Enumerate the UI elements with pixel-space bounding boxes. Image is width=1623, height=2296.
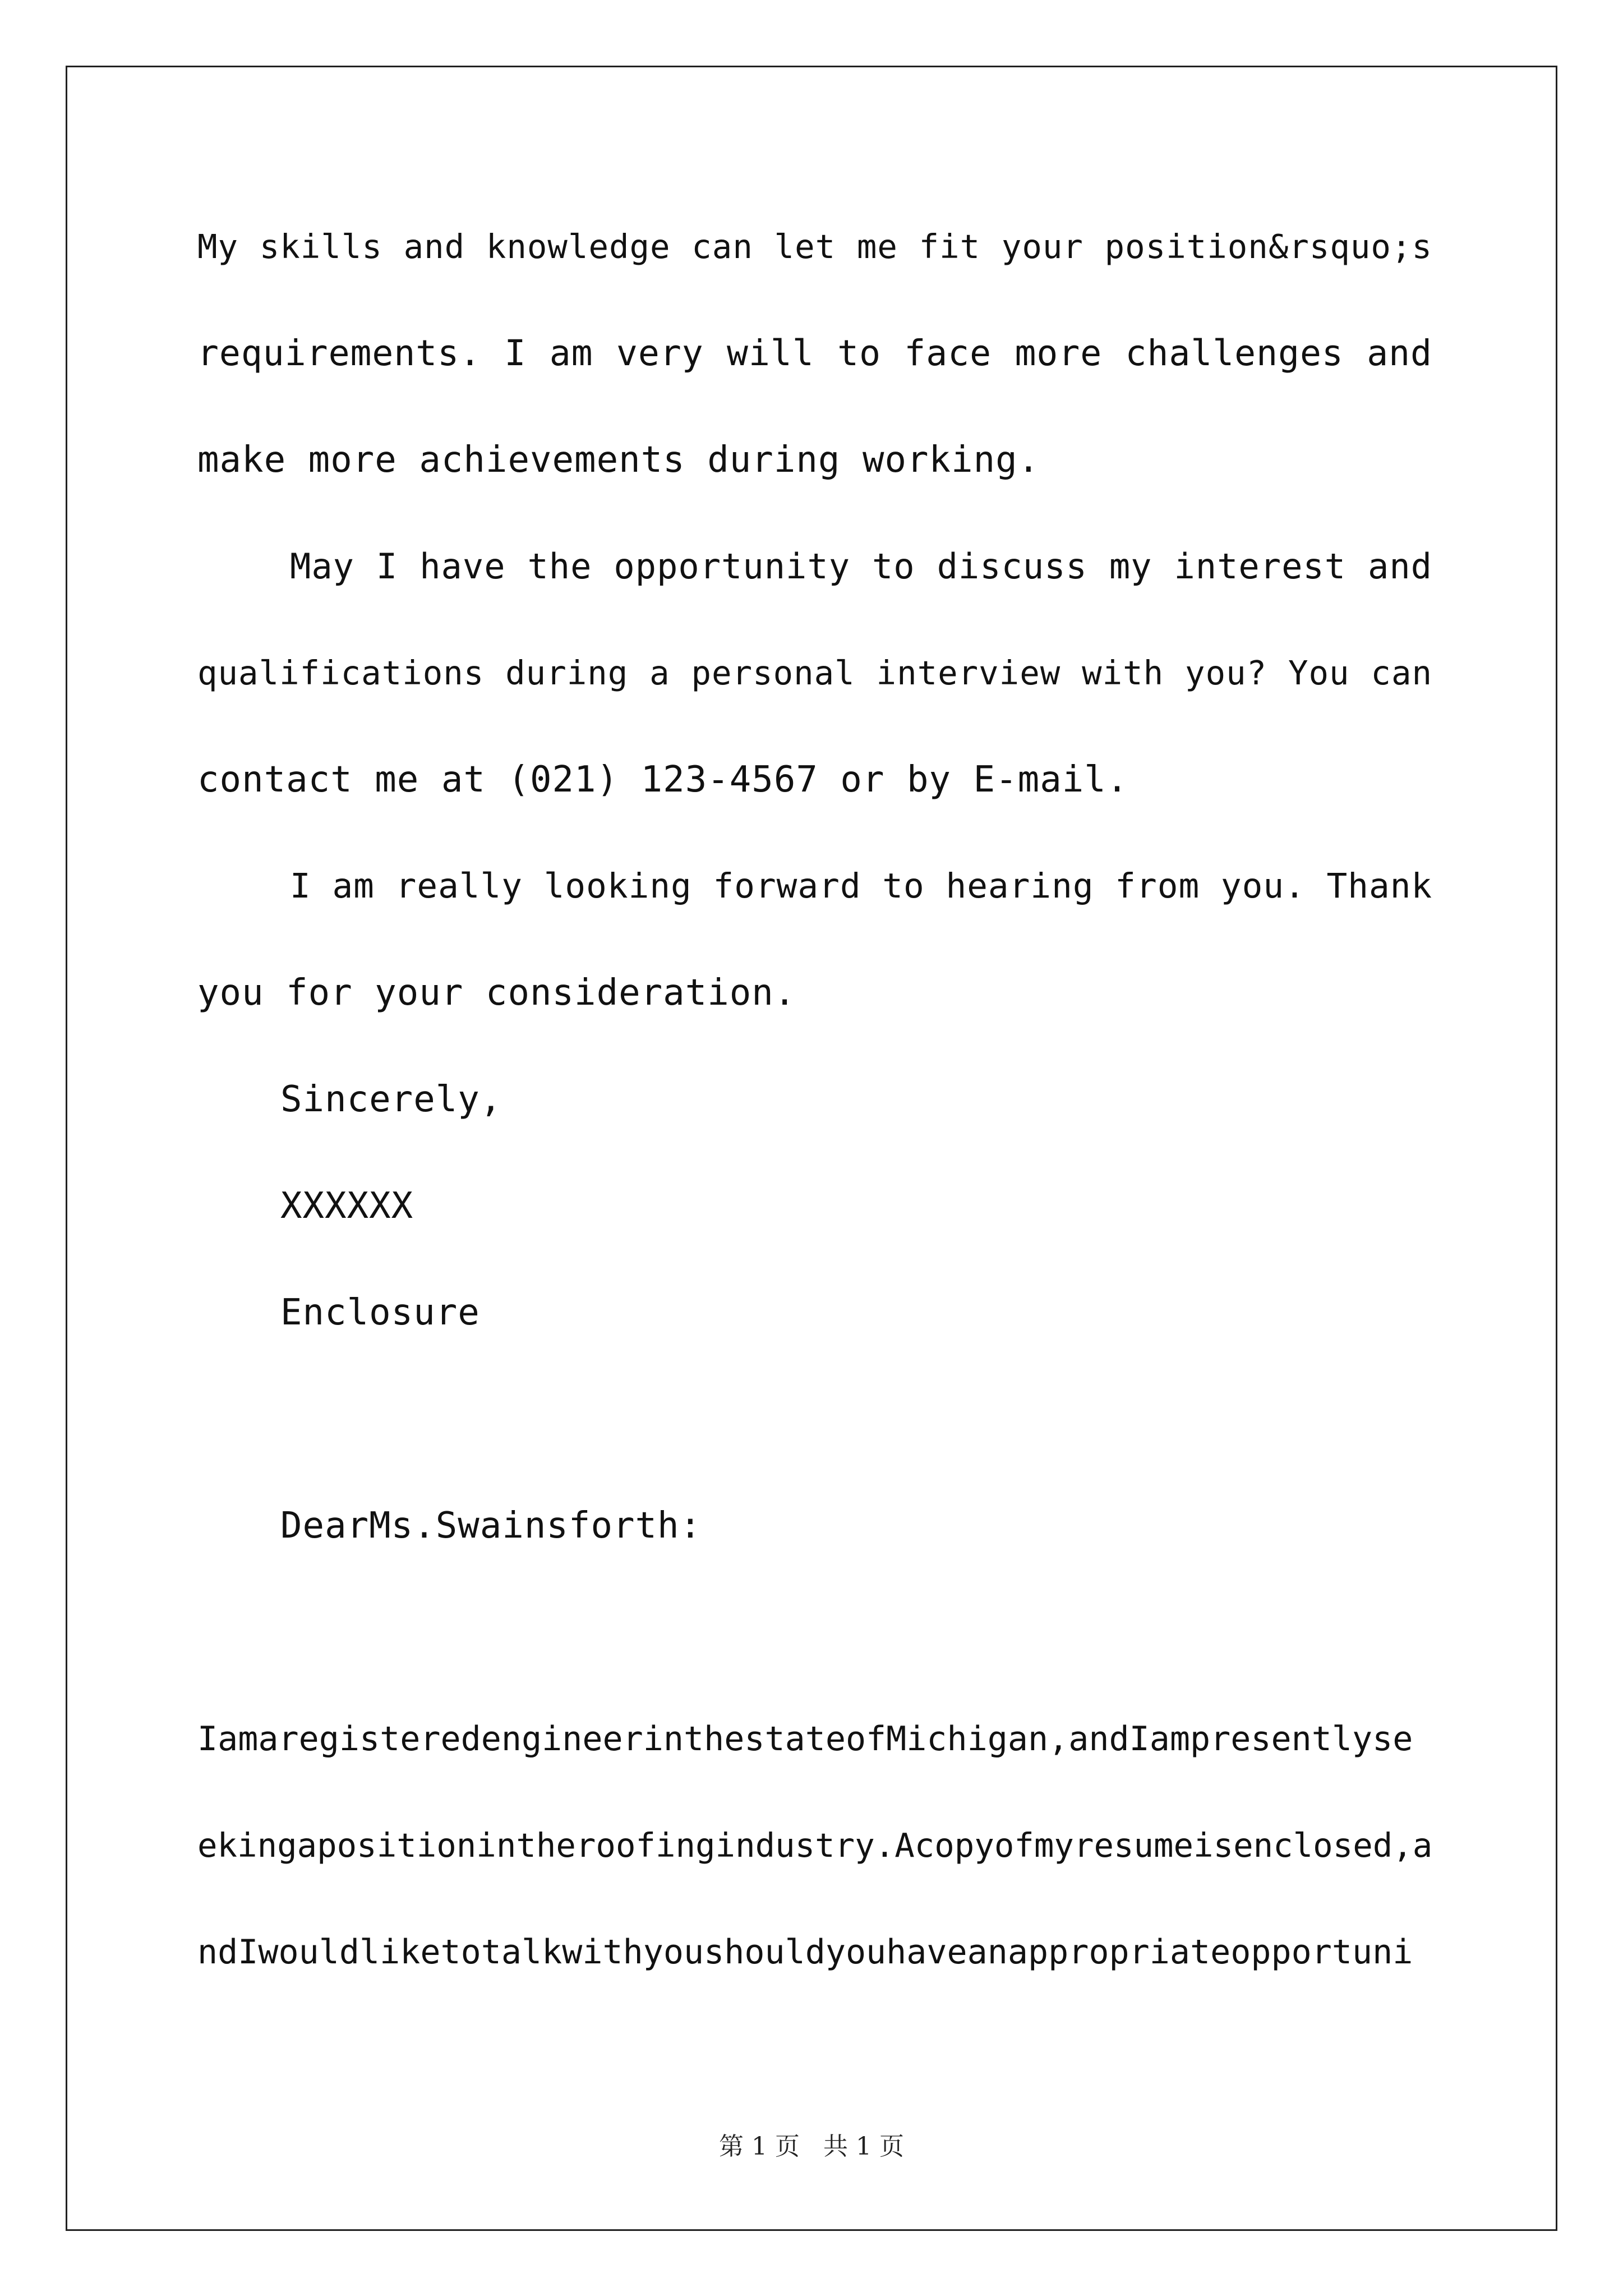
paragraph-3-line-1: I am really looking forward to hearing from you. Thank bbox=[290, 866, 1433, 906]
paragraph-1-line-3: make more achievements during working. bbox=[197, 439, 1040, 481]
letter-2-line-1: IamaregisteredengineerinthestateofMichigan,andIampresentlyse bbox=[197, 1719, 1413, 1759]
paragraph-2-line-1: May I have the opportunity to discuss my interest and bbox=[290, 546, 1432, 587]
paragraph-1-line-1: My skills and knowledge can let me fit your position&rsquo;s bbox=[197, 227, 1432, 266]
paragraph-2-line-2: qualifications during a personal interview with you? You can bbox=[197, 654, 1432, 692]
page-border bbox=[66, 66, 1557, 2231]
letter-2-line-2: ekingapositionintheroofingindustry.Acopyofmyresumeisenclosed,a bbox=[197, 1826, 1433, 1865]
page-number-footer: 第 1 页 共 1 页 bbox=[719, 2132, 904, 2161]
paragraph-1-line-2: requirements. I am very will to face more challenges and bbox=[197, 333, 1432, 374]
closing: Sincerely, bbox=[280, 1079, 502, 1120]
enclosure-note: Enclosure bbox=[280, 1292, 480, 1333]
paragraph-3-line-2: you for your consideration. bbox=[197, 972, 796, 1014]
signature: XXXXXX bbox=[280, 1185, 414, 1227]
letter-2-line-3: ndIwouldliketotalkwithyoushouldyouhaveanappropriateopportuni bbox=[197, 1932, 1413, 1972]
salutation: DearMs.Swainsforth: bbox=[280, 1505, 702, 1547]
paragraph-2-line-3: contact me at (021) 123-4567 or by E-mail. bbox=[197, 759, 1129, 800]
